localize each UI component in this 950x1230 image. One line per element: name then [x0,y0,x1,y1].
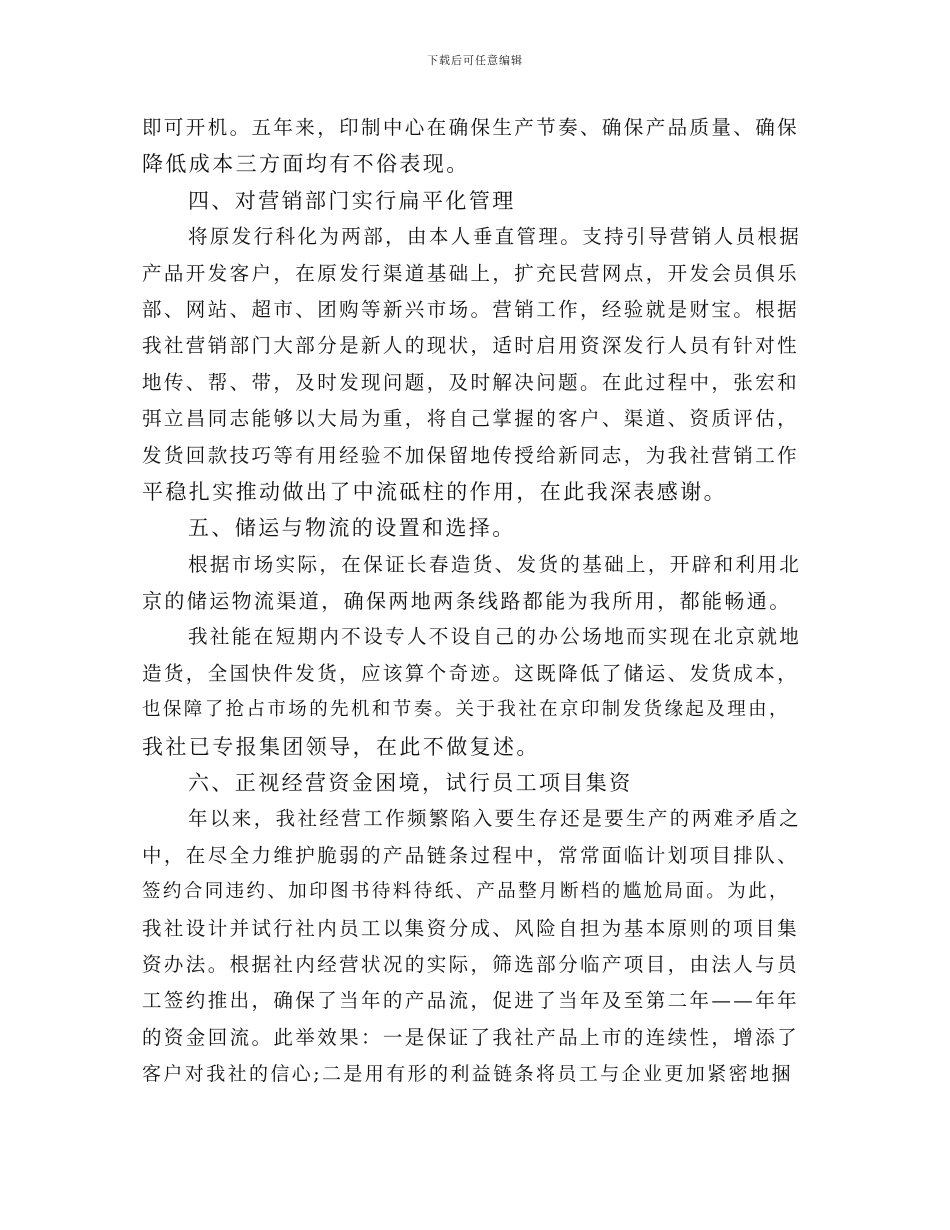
text-line: 平稳扎实推动做出了中流砥柱的作用，在此我深表感谢。 [142,479,727,504]
text-line: 六、正视经营资金困境，试行员工项目集资 [188,771,633,796]
text-line: 工签约推出，确保了当年的产品流，促进了当年及至第二年——年年 [142,989,800,1013]
text-line: 我社营销部门大部分是新人的现状，适时启用资深发行人员有针对性 [142,334,800,358]
page-header: 下载后可任意编辑 [427,54,523,67]
text-line: 年以来，我社经营工作频繁陷入要生存还是要生产的两难矛盾之 [188,807,802,831]
text-line: 造货，全国快件发货，应该算个奇迹。这既降低了储运、发货成本， [142,661,800,685]
text-line: 根据市场实际，在保证长春造货、发货的基础上，开辟和利用北 [188,552,802,576]
text-line: 部、网站、超市、团购等新兴市场。营销工作，经验就是财宝。根据 [142,297,800,321]
text-line: 弭立昌同志能够以大局为重，将自己掌握的客户、渠道、资质评估， [142,407,800,431]
text-line: 即可开机。五年来，印制中心在确保生产节奏、确保产品质量、确保 [142,116,800,139]
text-line: 京的储运物流渠道，确保两地两条线路都能为我所用，都能畅通。 [142,589,792,614]
text-line: 中，在尽全力维护脆弱的产品链条过程中，常常面临计划项目排队、 [142,843,800,867]
text-line: 我社能在短期内不设专人不设自己的办公场地而实现在北京就地 [188,625,802,649]
text-line: 的资金回流。此举效果：一是保证了我社产品上市的连续性，增添了 [142,1025,800,1049]
text-line: 客户对我社的信心;二是用有形的利益链条将员工与企业更加紧密地捆 [142,1063,793,1086]
text-line: 我社已专报集团领导，在此不做复述。 [142,734,540,759]
text-line: 我社设计并试行社内员工以集资分成、风险自担为基本原则的项目集 [142,916,800,940]
text-line: 降低成本三方面均有不俗表现。 [142,152,470,177]
document-body [142,110,804,1093]
text-line: 地传、帮、带，及时发现问题，及时解决问题。在此过程中，张宏和 [142,370,800,394]
text-line: 发货回款技巧等有用经验不加保留地传授给新同志，为我社营销工作 [142,443,800,467]
text-line: 产品开发客户，在原发行渠道基础上，扩充民营网点，开发会员俱乐 [142,261,800,285]
text-line: 四、对营销部门实行扁平化管理 [188,188,516,213]
text-line: 五、储运与物流的设置和选择。 [188,516,516,541]
text-line: 签约合同违约、加印图书待料待纸、产品整月断档的尴尬局面。为此， [142,881,790,903]
text-line: 也保障了抢占市场的先机和节奏。关于我社在京印制发货缘起及理由， [142,699,790,721]
text-line: 资办法。根据社内经营状况的实际，筛选部分临产项目，由法人与员 [142,952,800,976]
text-line: 将原发行科化为两部，由本人垂直管理。支持引导营销人员根据 [188,225,802,249]
